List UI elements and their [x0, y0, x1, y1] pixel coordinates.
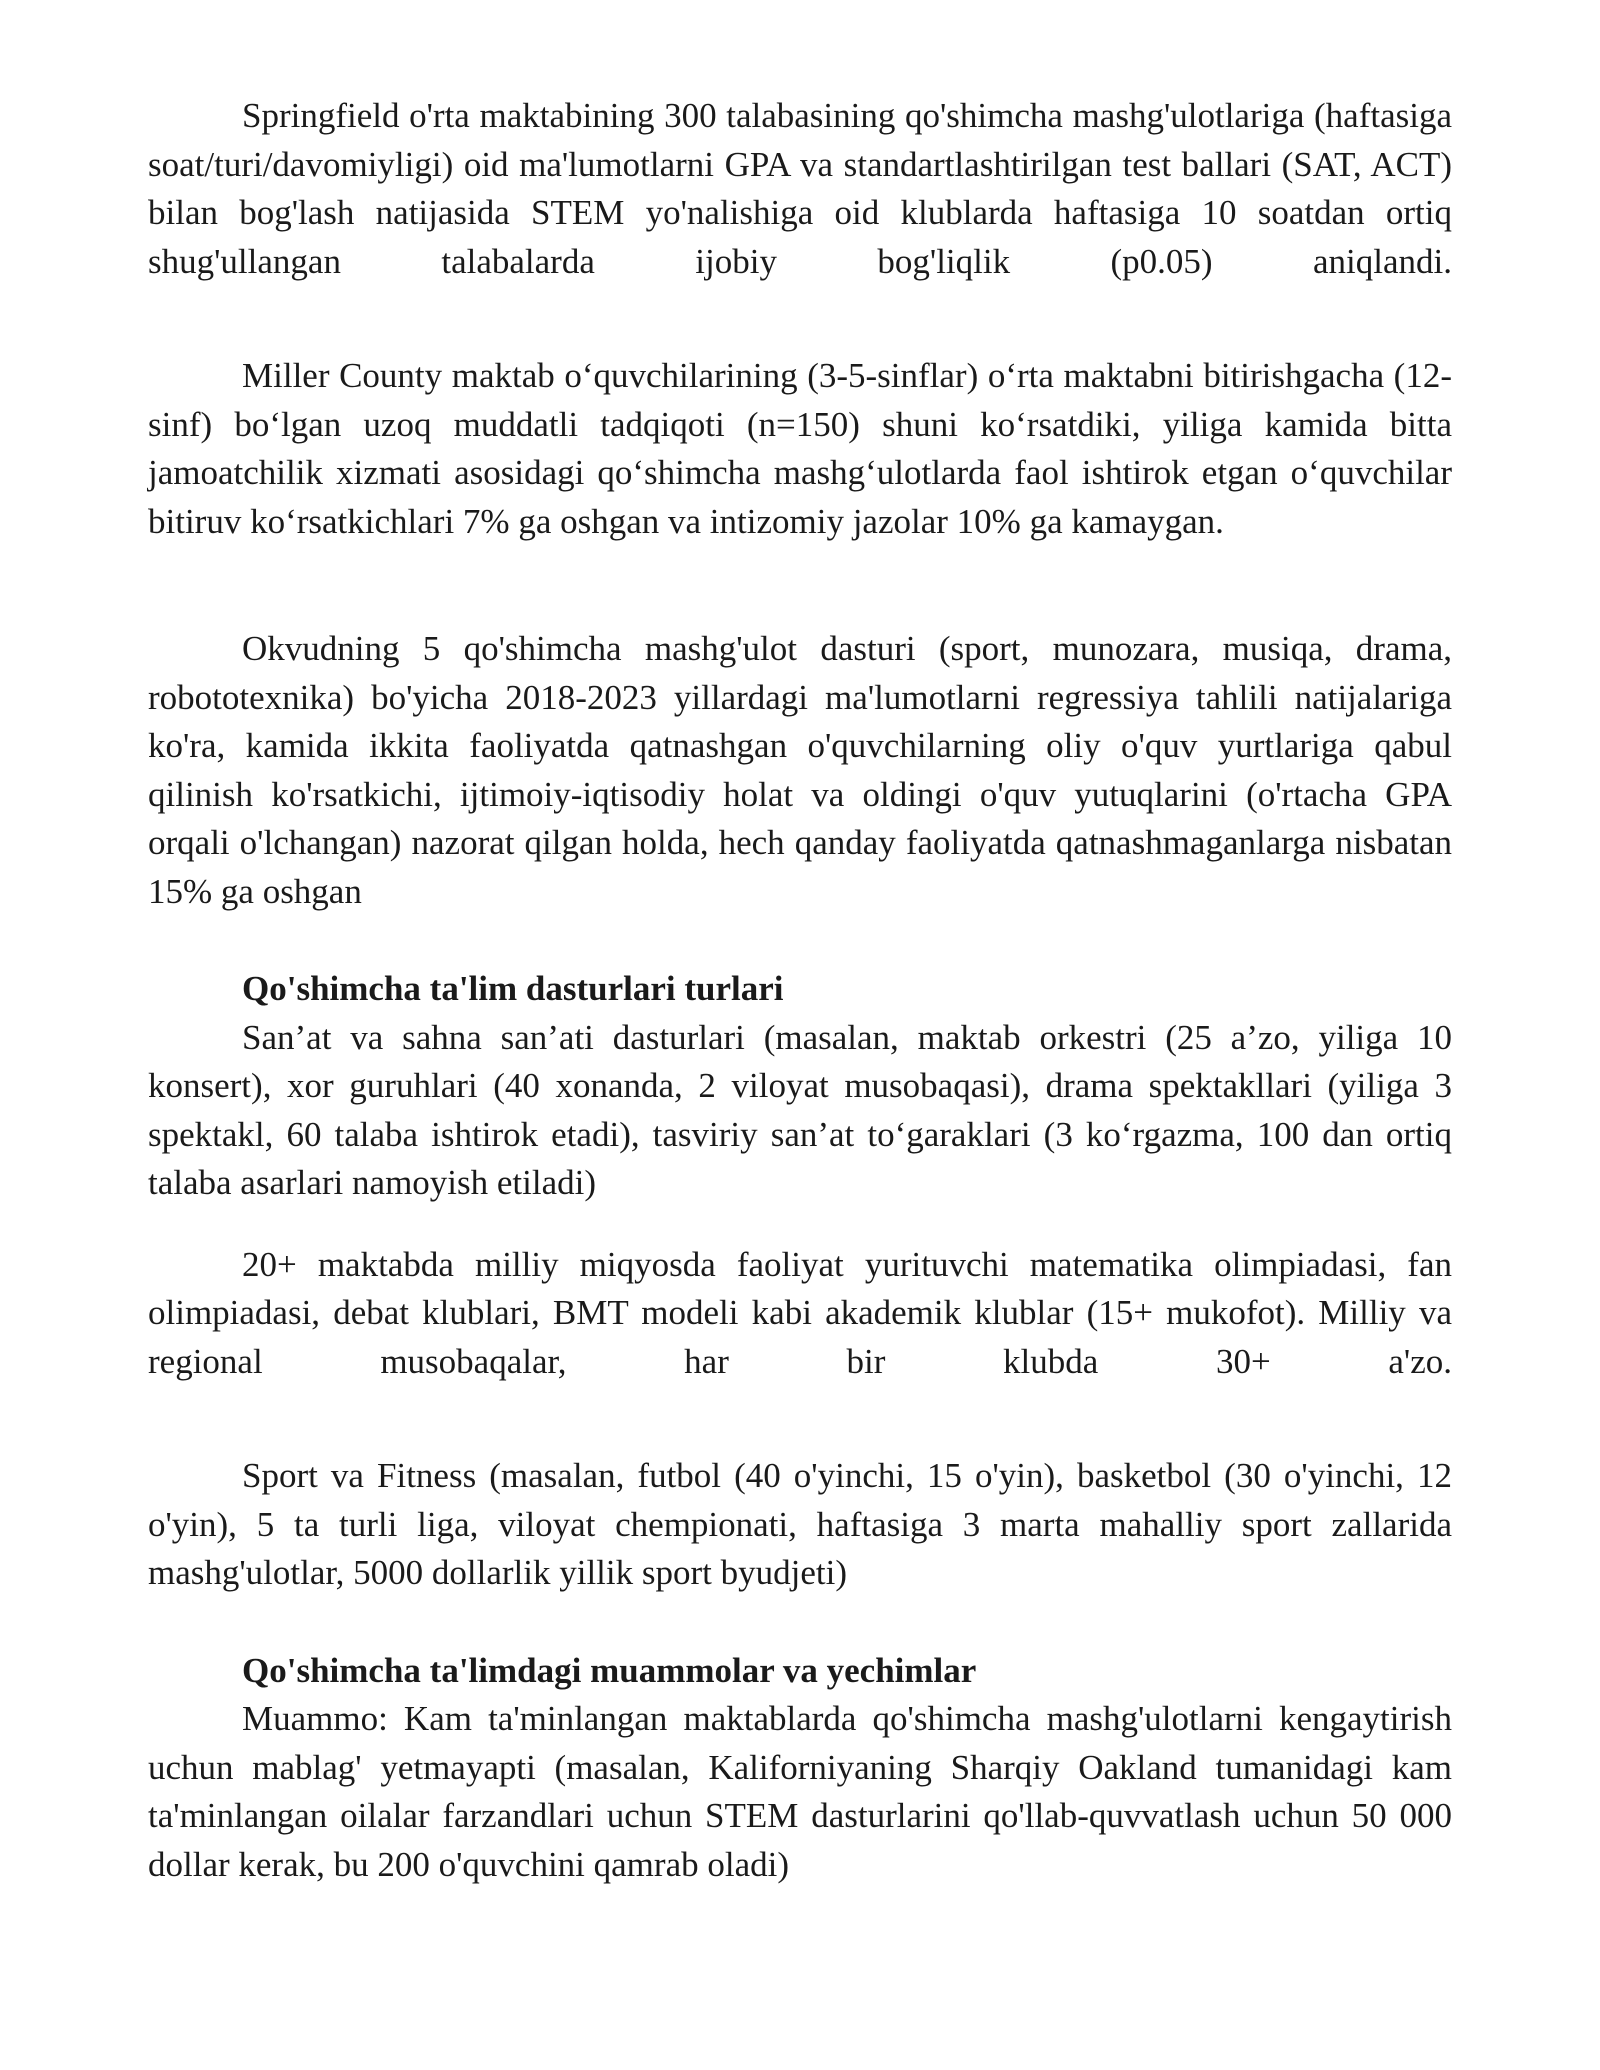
paragraph-sports-fitness: Sport va Fitness (masalan, futbol (40 o'yinchi, 15 o'yin), basketbol (30 o'yinchi, 12 o'yin), 5 ta turli liga, viloyat chempionati, haftasiga 3 marta mahalliy sport zallarida mashg'ulotlar, 5000 dollarlik yillik sport byudjeti): [148, 1456, 1452, 1592]
paragraph-springfield-study: Springfield o'rta maktabining 300 talabasining qo'shimcha mashg'ulotlariga (haftasiga soat/turi/davomiyligi) oid ma'lumotlarni GPA va standartlashtirilgan test ballari (SAT, ACT) bilan bog'lash natijasida STEM yo'nalishiga oid klublarda haftasiga 10 soatdan ortiq shug'ullangan talabalarda ijobiy bog'liqlik (p0.05) aniqlandi.: [148, 96, 1452, 281]
paragraph-arts-programs: San’at va sahna san’ati dasturlari (masalan, maktab orkestri (25 a’zo, yiliga 10 konsert), xor guruhlari (40 xonanda, 2 viloyat musobaqasi), drama spektakllari (yiliga 3 spektakl, 60 talaba ishtirok etadi), tasviriy san’at to‘garaklari (3 ko‘rgazma, 100 dan ortiq talaba asarlari namoyish etiladi): [148, 1017, 1452, 1202]
paragraph-okvud-regression: Okvudning 5 qo'shimcha mashg'ulot dasturi (sport, munozara, musiqa, drama, robototexnika) bo'yicha 2018-2023 yillardagi ma'lumotlarni regressiya tahlili natijalariga ko'ra, kamida ikkita faoliyatda qatnashgan o'quvchilarning oliy o'quv yurtlariga qabul qilinish ko'rsatkichi, ijtimoiy-iqtisodiy holat va oldingi o'quv yutuqlarini (o'rtacha GPA orqali o'lchangan) nazorat qilgan holda, hech qanday faoliyatda qatnashmaganlarga nisbatan 15% ga oshgan: [148, 629, 1452, 911]
heading-problems-solutions: Qo'shimcha ta'limdagi muammolar va yechimlar: [242, 1650, 977, 1690]
document-body: [148, 92, 1452, 1889]
heading-program-types: Qo'shimcha ta'lim dasturlari turlari: [242, 969, 784, 1008]
paragraph-funding-problem: Muammo: Kam ta'minlangan maktablarda qo'shimcha mashg'ulotlarni kengaytirish uchun mablag' yetmayapti (masalan, Kaliforniyaning Sharqiy Oakland tumanidagi kam ta'minlangan oilalar farzandlari uchun STEM dasturlarini qo'llab-quvvatlash uchun 50 000 dollar kerak, bu 200 o'quvchini qamrab oladi): [148, 1699, 1452, 1884]
paragraph-miller-county-study: Miller County maktab o‘quvchilarining (3-5-sinflar) o‘rta maktabni bitirishgacha (12-sinf) bo‘lgan uzoq muddatli tadqiqoti (n=150) shuni ko‘rsatdiki, yiliga kamida bitta jamoatchilik xizmati asosidagi qo‘shimcha mashg‘ulotlarda faol ishtirok etgan o‘quvchilar bitiruv ko‘rsatkichlari 7% ga oshgan va intizomiy jazolar 10% ga kamaygan.: [148, 356, 1452, 541]
paragraph-academic-clubs: 20+ maktabda milliy miqyosda faoliyat yurituvchi matematika olimpiadasi, fan olimpiadasi, debat klublari, BMT modeli kabi akademik klublar (15+ mukofot). Milliy va regional musobaqalar, har bir klubda 30+ a'zo.: [148, 1244, 1452, 1381]
